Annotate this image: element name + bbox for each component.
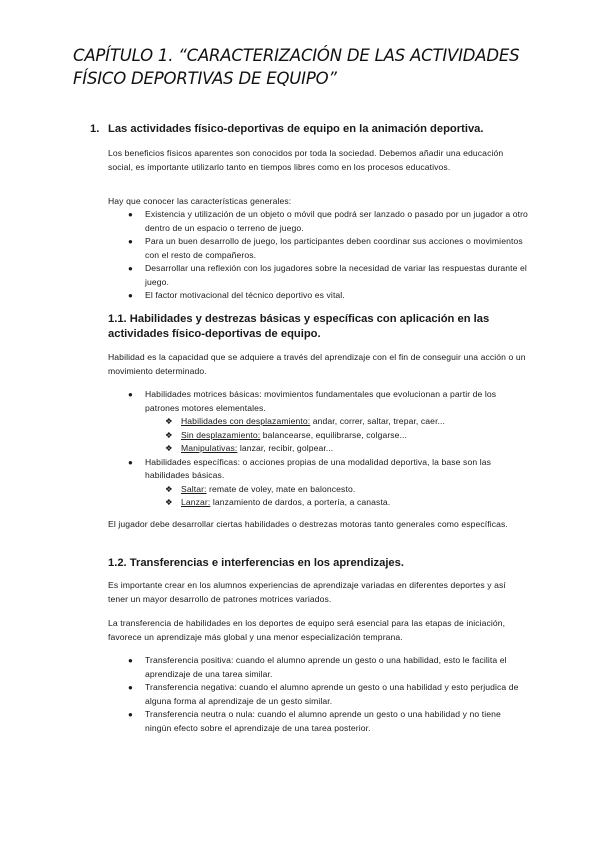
section-1-1-closing: El jugador debe desarrollar ciertas habilidades o destrezas motoras tanto generales como específicas.	[108, 519, 508, 529]
diamond-bullet-icon: ❖	[165, 429, 173, 440]
list-item: ● Existencia y utilización de un objeto o móvil que podrá ser lanzado o pasado por un jugador a otro dentro de un espacio o terreno de juego.	[128, 209, 528, 233]
section-1-number: 1.	[90, 123, 100, 135]
list-item: ● El factor motivacional del técnico deportivo es vital.	[108, 289, 528, 303]
basic-skills-text: Habilidades motrices básicas: movimientos fundamentales que evolucionan a partir de los patrones motores elementales.	[145, 389, 497, 413]
chapter-title: CAPÍTULO 1. “CARACTERIZACIÓN DE LAS ACTIVIDADES FÍSICO DEPORTIVAS DE EQUIPO”	[73, 46, 520, 88]
bullet-icon: ●	[128, 264, 133, 273]
diamond-bullet-icon: ❖	[165, 483, 173, 494]
list-item: ● Desarrollar una reflexión con los jugadores sobre la necesidad de variar las respuestas durante el juego.	[128, 263, 527, 287]
section-1-2-paragraph-1: Es importante crear en los alumnos experiencias de aprendizaje variadas en diferentes deportes y así tener un mayor desarrollo de patrones motrices variados.	[108, 580, 506, 604]
section-1-intro: Los beneficios físicos aparentes son conocidos por toda la sociedad. Debemos añadir una educación social, es importante utilizarlo tanto en tiempos libres como en los procesos educativos.	[108, 148, 504, 172]
bullet-icon: ●	[128, 291, 133, 300]
sub-list-item: ❖ Manipulativas: lanzar, recibir, golpear...	[145, 442, 528, 456]
section-1-1-intro: Habilidad es la capacidad que se adquiere a través del aprendizaje con el fin de conseguir una acción o un movimiento determinado.	[108, 352, 526, 376]
sub-list-item: ❖ Lanzar: lanzamiento de dardos, a portería, a canasta.	[145, 496, 528, 510]
bullet-icon: ●	[128, 390, 133, 399]
list-item: ● Para un buen desarrollo de juego, los participantes deben coordinar sus acciones o movimientos con el resto de compañeros.	[128, 236, 523, 260]
list-item	[108, 388, 528, 456]
diamond-bullet-icon: ❖	[165, 443, 173, 453]
bullet-icon: ●	[128, 656, 133, 665]
sub-list-item: ❖ Saltar: remate de voley, mate en baloncesto.	[145, 483, 528, 497]
characteristics-list	[108, 208, 528, 303]
bullet-icon: ●	[128, 683, 133, 692]
sub-list-item: ❖ Sin desplazamiento: balancearse, equilibrarse, colgarse...	[145, 429, 528, 443]
list-item: ● Transferencia neutra o nula: cuando el alumno aprende un gesto o una habilidad y no tiene ningún efecto sobre el aprendizaje de una tarea posterior.	[128, 709, 501, 733]
specific-skills-text: Habilidades específicas: o acciones propias de una modalidad deportiva, la base son las habilidades básicas.	[145, 456, 491, 480]
list-item: ● Transferencia positiva: cuando el alumno aprende un gesto o una habilidad, esto le facilita el aprendizaje de una tarea similar.	[128, 655, 507, 679]
list-item: ● Transferencia negativa: cuando el alumno aprende un gesto o una habilidad y esto perjudica de alguna forma al aprendizaje de un gesto similar.	[128, 682, 519, 706]
section-1-1-heading: 1.1. Habilidades y destrezas básicas y específicas con aplicación en las actividades físico-deportivas de equipo.	[108, 313, 490, 340]
bullet-icon: ●	[128, 710, 133, 719]
bullet-icon: ●	[128, 210, 133, 219]
bullet-icon: ●	[128, 457, 133, 467]
diamond-bullet-icon: ❖	[165, 416, 173, 426]
section-1-2-heading: 1.2. Transferencias e interferencias en los aprendizajes.	[108, 557, 404, 569]
sub-list-item: ❖ Habilidades con desplazamiento: andar, correr, saltar, trepar, caer...	[145, 415, 528, 429]
specific-skills-sublist	[145, 483, 528, 510]
transfer-list	[108, 654, 528, 735]
basic-skills-sublist	[145, 415, 528, 456]
section-1-lead: Hay que conocer las características generales:	[108, 196, 292, 206]
section-1-heading	[90, 122, 530, 136]
skills-list	[108, 388, 528, 510]
section-1-title: Las actividades físico-deportivas de equipo en la animación deportiva.	[108, 123, 484, 135]
diamond-bullet-icon: ❖	[165, 497, 173, 507]
section-1-2-paragraph-2: La transferencia de habilidades en los deportes de equipo será esencial para las etapas de iniciación, favorece un aprendizaje más global y una menor especialización temprana.	[108, 618, 506, 642]
bullet-icon: ●	[128, 237, 133, 246]
list-item	[108, 456, 528, 510]
